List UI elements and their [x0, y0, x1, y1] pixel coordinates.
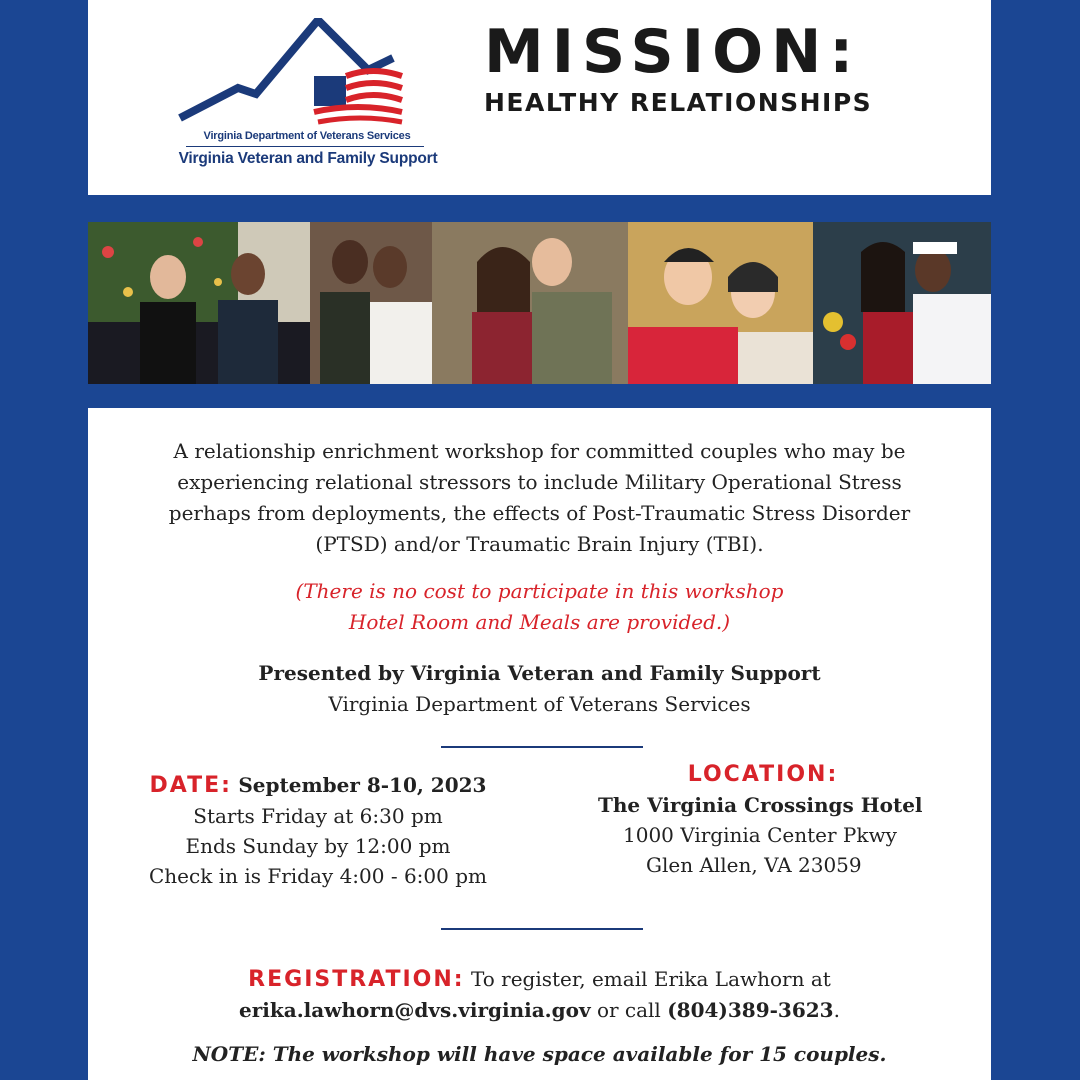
hotel-street: 1000 Virginia Center Pkwy: [623, 823, 897, 847]
registration-email-link[interactable]: erika.lawhorn@dvs.virginia.gov: [239, 998, 591, 1022]
hotel-name: The Virginia Crossings Hotel: [598, 793, 923, 817]
registration-section: [88, 964, 991, 1025]
hotel-city: Glen Allen, VA 23059: [646, 853, 862, 877]
end-time: Ends Sunday by 12:00 pm: [185, 834, 451, 858]
photo-couple-army: [432, 222, 628, 384]
cost-note-line1: (There is no cost to participate in this workshop: [295, 579, 784, 603]
location-section: [578, 760, 948, 880]
start-time: Starts Friday at 6:30 pm: [193, 804, 443, 828]
presenter-line2: Virginia Department of Veterans Services: [328, 692, 751, 716]
logo-divider: [186, 146, 424, 147]
section-divider-top: [441, 746, 643, 748]
cost-note: [88, 576, 991, 638]
registration-period: .: [833, 998, 840, 1022]
page-title: MISSION:: [484, 17, 862, 87]
workshop-description: A relationship enrichment workshop for committed couples who may be experiencing relational stressors to include Military Operational Stress perhaps from deployments, the effects of Post-Traumatic Stress Disorder (PTSD) and/or Traumatic Brain Injury (TBI).: [168, 439, 911, 556]
checkin-time: Check in is Friday 4:00 - 6:00 pm: [149, 864, 487, 888]
photo-couple-hug: [628, 222, 813, 384]
photo-couple-navy: [813, 222, 991, 384]
program-name: Virginia Veteran and Family Support: [178, 150, 438, 167]
registration-or-call: or call: [596, 998, 661, 1022]
registration-label: REGISTRATION:: [248, 967, 465, 992]
registration-text: To register, email Erika Lawhorn at: [470, 967, 831, 991]
location-label: LOCATION:: [687, 762, 839, 787]
date-value: September 8-10, 2023: [238, 773, 487, 797]
couples-photo-strip: [88, 222, 991, 384]
capacity-note: NOTE: The workshop will have space available for 15 couples.: [192, 1042, 887, 1066]
agency-name-small: Virginia Department of Veterans Services: [203, 130, 411, 142]
header-panel: [88, 0, 991, 195]
photo-couple-wedding: [310, 222, 432, 384]
registration-phone[interactable]: (804)389-3623: [667, 998, 834, 1022]
presenter-info: [88, 658, 991, 720]
photo-couple-christmas: [88, 222, 310, 384]
virginia-flag-mountain-icon: [178, 18, 438, 128]
section-divider-bottom: [441, 928, 643, 930]
workshop-details-panel: [88, 408, 991, 1080]
date-section: [128, 770, 508, 891]
presenter-line1: Presented by Virginia Veteran and Family Support: [258, 661, 821, 685]
date-label: DATE:: [149, 773, 232, 798]
page-subtitle: HEALTHY RELATIONSHIPS: [484, 88, 873, 117]
cost-note-line2: Hotel Room and Meals are provided.): [348, 610, 731, 634]
agency-logo: [178, 18, 438, 173]
